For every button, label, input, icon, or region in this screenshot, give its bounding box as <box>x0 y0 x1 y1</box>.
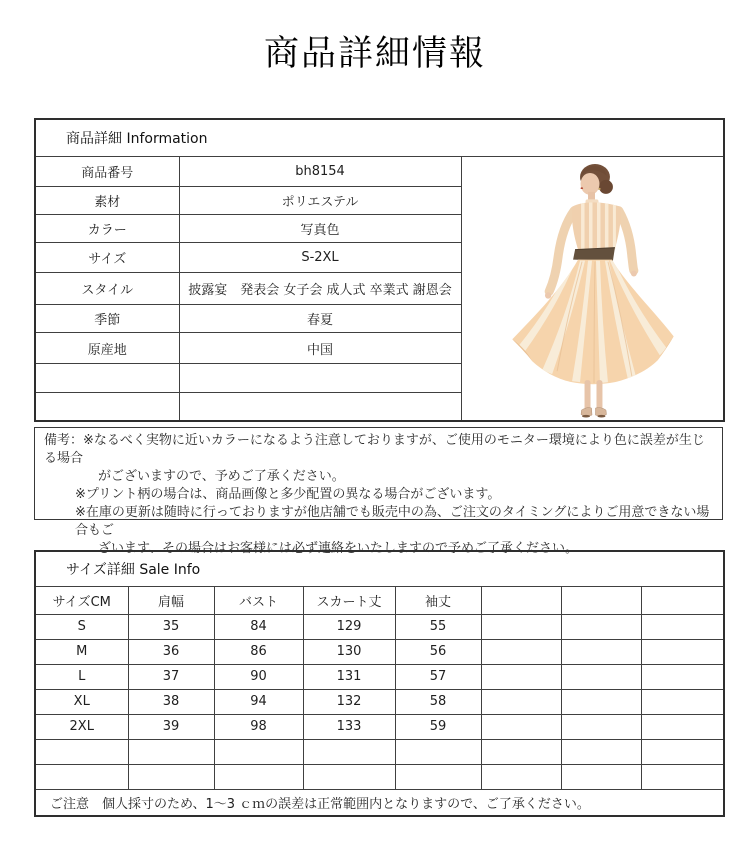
size-cell: 58 <box>395 689 481 714</box>
size-cell <box>481 586 561 614</box>
row-value: 写真色 <box>179 214 461 242</box>
row-label: サイズ <box>35 242 179 272</box>
table-row <box>35 739 724 764</box>
size-cell <box>561 714 641 739</box>
size-info-section <box>34 550 723 817</box>
size-cell: XL <box>35 689 128 714</box>
row-value: 春夏 <box>179 305 461 333</box>
product-info-section <box>34 118 723 422</box>
row-value <box>179 392 461 420</box>
size-table-body <box>35 586 724 789</box>
size-cell <box>641 639 724 664</box>
row-label <box>35 363 179 392</box>
product-info-table <box>34 118 725 422</box>
size-cell <box>303 739 395 764</box>
size-cell <box>641 714 724 739</box>
page-title: 商品詳細情報 <box>263 34 486 74</box>
size-cell: 59 <box>395 714 481 739</box>
size-cell: 37 <box>128 664 214 689</box>
table-row <box>35 714 724 739</box>
size-cell: 55 <box>395 614 481 639</box>
size-cell: 56 <box>395 639 481 664</box>
row-label: スタイル <box>35 273 179 305</box>
table-row <box>35 789 724 816</box>
size-cell: 130 <box>303 639 395 664</box>
size-cell <box>481 664 561 689</box>
dress-photo-illustration <box>462 157 725 420</box>
size-cell <box>641 764 724 789</box>
table-row <box>35 551 724 586</box>
row-label: 商品番号 <box>35 156 179 186</box>
size-cell <box>35 764 128 789</box>
size-cell: 94 <box>214 689 303 714</box>
size-cell: L <box>35 664 128 689</box>
product-photo-cell <box>461 156 724 421</box>
row-label: 季節 <box>35 305 179 333</box>
row-value: ポリエステル <box>179 186 461 214</box>
size-cell <box>641 586 724 614</box>
size-cell: バスト <box>214 586 303 614</box>
size-cell <box>641 739 724 764</box>
size-cell <box>641 614 724 639</box>
size-cell <box>214 739 303 764</box>
size-cell <box>35 739 128 764</box>
size-cell: 90 <box>214 664 303 689</box>
size-cell: 肩幅 <box>128 586 214 614</box>
note-line: ※在庫の更新は随時に行っておりますが他店舗でも販売中の為、ご注文のタイミングによりご用意できない場合もご <box>75 505 710 538</box>
size-cell <box>561 689 641 714</box>
note-line: がございますので、予めご了承ください。 <box>98 469 345 484</box>
size-cell: サイズCM <box>35 586 128 614</box>
row-value <box>179 363 461 392</box>
size-cell <box>128 764 214 789</box>
table-row <box>35 614 724 639</box>
size-cell: M <box>35 639 128 664</box>
info-table-title: 商品詳細 Information <box>35 119 724 156</box>
size-cell <box>481 689 561 714</box>
size-cell <box>395 739 481 764</box>
size-cell: 133 <box>303 714 395 739</box>
size-cell: 84 <box>214 614 303 639</box>
row-label: 原産地 <box>35 333 179 363</box>
size-cell <box>561 586 641 614</box>
row-value: 披露宴 発表会 女子会 成人式 卒業式 謝恩会 <box>179 273 461 305</box>
note-line: ※プリント柄の場合は、商品画像と多少配置の異なる場合がございます。 <box>75 487 501 502</box>
size-cell: 131 <box>303 664 395 689</box>
row-label: カラー <box>35 214 179 242</box>
row-label: 素材 <box>35 186 179 214</box>
size-cell: 129 <box>303 614 395 639</box>
table-row <box>35 764 724 789</box>
size-cell <box>561 739 641 764</box>
size-cell <box>128 739 214 764</box>
size-cell: 38 <box>128 689 214 714</box>
size-cell <box>303 764 395 789</box>
size-cell <box>481 764 561 789</box>
size-cell: 86 <box>214 639 303 664</box>
size-cell: 35 <box>128 614 214 639</box>
row-value: 中国 <box>179 333 461 363</box>
table-row <box>35 119 724 156</box>
size-cell <box>561 614 641 639</box>
table-row <box>35 689 724 714</box>
table-row <box>35 664 724 689</box>
size-table-note: ご注意 個人採寸のため、1～3 ｃｍの誤差は正常範囲内となりますので、ご了承ください。 <box>35 789 724 816</box>
size-cell <box>481 639 561 664</box>
size-cell <box>214 764 303 789</box>
size-cell: S <box>35 614 128 639</box>
size-cell: スカート丈 <box>303 586 395 614</box>
row-value: S-2XL <box>179 242 461 272</box>
size-cell: 57 <box>395 664 481 689</box>
notes-box <box>34 427 723 556</box>
size-cell: 2XL <box>35 714 128 739</box>
size-cell <box>641 664 724 689</box>
note-line: ざいます、その場合はお客様には必ず連絡をいたしますので予めご了承ください。 <box>98 541 578 556</box>
size-cell <box>561 639 641 664</box>
note-line: 備考：※なるべく実物に近いカラーになるよう注意しておりますが、ご使用のモニター環境により色に誤差が生じる場合 <box>44 433 705 466</box>
size-cell <box>561 664 641 689</box>
table-row <box>35 156 724 186</box>
table-row <box>35 586 724 614</box>
size-cell: 36 <box>128 639 214 664</box>
size-cell <box>481 739 561 764</box>
row-value: bh8154 <box>179 156 461 186</box>
size-cell <box>641 689 724 714</box>
size-cell: 132 <box>303 689 395 714</box>
table-row <box>35 639 724 664</box>
size-cell <box>481 714 561 739</box>
size-table <box>34 550 725 817</box>
size-cell: 袖丈 <box>395 586 481 614</box>
size-cell <box>481 614 561 639</box>
size-cell: 39 <box>128 714 214 739</box>
size-table-title: サイズ詳細 Sale Info <box>35 551 724 586</box>
size-cell <box>395 764 481 789</box>
size-cell: 98 <box>214 714 303 739</box>
row-label <box>35 392 179 420</box>
size-cell <box>561 764 641 789</box>
